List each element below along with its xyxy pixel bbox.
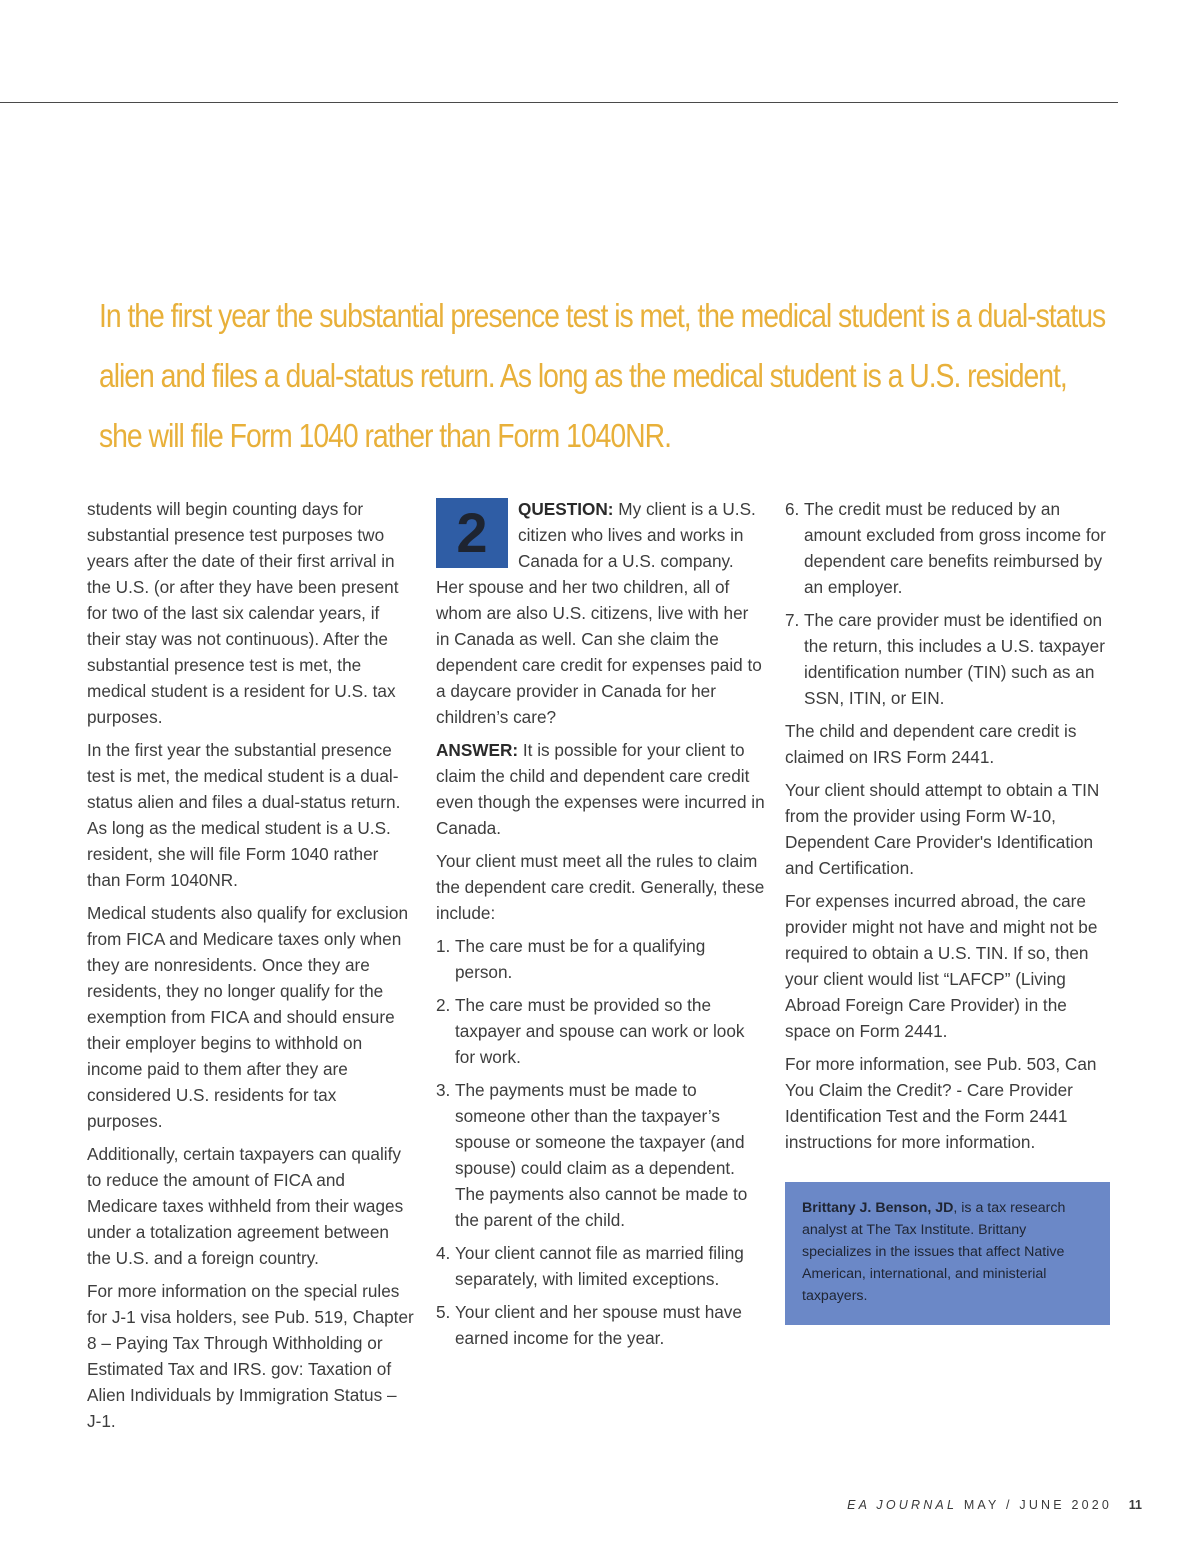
question-number: 2 <box>456 501 488 564</box>
list-item <box>785 607 1115 711</box>
paragraph: For more information on the special rules for J-1 visa holders, see Pub. 519, Chapter 8 – Paying Tax Through Withholding or Estimated Tax and IRS. gov: Taxation of Alien Individuals by Immigration Status – J-1. <box>87 1281 414 1431</box>
column-3 <box>785 496 1115 1162</box>
author-bio-text: , is a tax research analyst at The Tax Institute. Brittany specializes in the issues that affect Native American, international, and ministerial taxpayers. <box>802 1200 1066 1304</box>
page-number: 11 <box>1128 1498 1142 1512</box>
list-number: 4. <box>436 1243 451 1263</box>
column-2 <box>436 496 766 1358</box>
list-text: The care must be provided so the taxpayer and spouse can work or look for work. <box>455 995 745 1067</box>
list-number: 2. <box>436 995 451 1015</box>
question-text: My client is a U.S. citizen who lives and works in Canada for a U.S. company. Her spouse and her two children, all of whom are also U.S. citizens, live with her in Canada as well. Can she claim the dependent care credit for expenses paid to a daycare provider in Canada for her children’s care? <box>436 499 762 727</box>
author-name: Brittany J. Benson, JD <box>802 1200 954 1216</box>
list-text: The credit must be reduced by an amount excluded from gross income for dependent care benefits reimbursed by an employer. <box>804 499 1106 597</box>
rules-list <box>436 933 766 1351</box>
list-text: Your client and her spouse must have earned income for the year. <box>455 1302 742 1348</box>
paragraph: The child and dependent care credit is claimed on IRS Form 2441. <box>785 721 1077 767</box>
list-number: 6. <box>785 499 800 519</box>
list-item <box>436 1299 766 1351</box>
answer-label: ANSWER: <box>436 740 519 760</box>
list-text: The care must be for a qualifying person. <box>455 936 706 982</box>
column-1 <box>87 496 415 1441</box>
paragraph: Your client must meet all the rules to claim the dependent care credit. Generally, these include: <box>436 851 765 923</box>
paragraph: For expenses incurred abroad, the care provider might not have and might not be required to obtain a U.S. TIN. If so, then your client would list “LAFCP” (Living Abroad Foreign Care Provider) in the space on Form 2441. <box>785 891 1098 1041</box>
issue-date: MAY / JUNE 2020 <box>963 1498 1113 1512</box>
list-number: 5. <box>436 1302 451 1322</box>
paragraph: students will begin counting days for substantial presence test purposes two years after the date of their first arrival in the U.S. (or after they have been present for two of the last six calendar years, if their stay was not continuous). After the substantial presence test is met, the medical student is a resident for U.S. tax purposes. <box>87 499 399 727</box>
question-label: QUESTION: <box>518 499 614 519</box>
question-paragraph <box>436 496 766 730</box>
answer-paragraph <box>436 737 766 841</box>
list-item <box>785 496 1115 600</box>
list-number: 7. <box>785 610 800 630</box>
list-text: Your client cannot file as married filing separately, with limited exceptions. <box>455 1243 744 1289</box>
answer-text: It is possible for your client to claim the child and dependent care credit even though the expenses were incurred in Canada. <box>436 740 765 838</box>
list-number: 3. <box>436 1080 451 1100</box>
pull-quote: In the first year the substantial presence test is met, the medical student is a dual-status alien and files a dual-status return. As long as the medical student is a U.S. resident, she will file Form 1040 rather than Form 1040NR. <box>99 297 1106 454</box>
top-rule <box>0 102 1118 103</box>
list-item <box>436 933 766 985</box>
paragraph: In the first year the substantial presence test is met, the medical student is a dual-status alien and files a dual-status return. As long as the medical student is a U.S. resident, she will file Form 1040 rather than Form 1040NR. <box>87 740 401 890</box>
journal-name: EA JOURNAL <box>847 1498 958 1512</box>
list-item <box>436 992 766 1070</box>
question-number-box <box>436 498 508 568</box>
list-text: The care provider must be identified on the return, this includes a U.S. taxpayer identification number (TIN) such as an SSN, ITIN, or EIN. <box>804 610 1105 708</box>
paragraph: Additionally, certain taxpayers can qualify to reduce the amount of FICA and Medicare taxes withheld from their wages under a totalization agreement between the U.S. and a foreign country. <box>87 1144 404 1268</box>
list-item <box>436 1077 766 1233</box>
paragraph: Your client should attempt to obtain a TIN from the provider using Form W-10, Dependent Care Provider's Identification and Certification. <box>785 780 1100 878</box>
page-footer <box>847 1498 1142 1512</box>
list-text: The payments must be made to someone other than the taxpayer’s spouse or someone the taxpayer (and spouse) could claim as a dependent. The payments also cannot be made to the parent of the child. <box>455 1080 748 1230</box>
list-item <box>436 1240 766 1292</box>
rules-list-continued <box>785 496 1115 711</box>
paragraph: Medical students also qualify for exclusion from FICA and Medicare taxes only when they are nonresidents. Once they are residents, they no longer qualify for the exemption from FICA and should ensure their employer begins to withhold on income paid to them after they are considered U.S. residents for tax purposes. <box>87 903 408 1131</box>
author-bio-box <box>785 1182 1110 1325</box>
paragraph: For more information, see Pub. 503, Can You Claim the Credit? - Care Provider Identification Test and the Form 2441 instructions for more information. <box>785 1054 1097 1152</box>
list-number: 1. <box>436 936 451 956</box>
